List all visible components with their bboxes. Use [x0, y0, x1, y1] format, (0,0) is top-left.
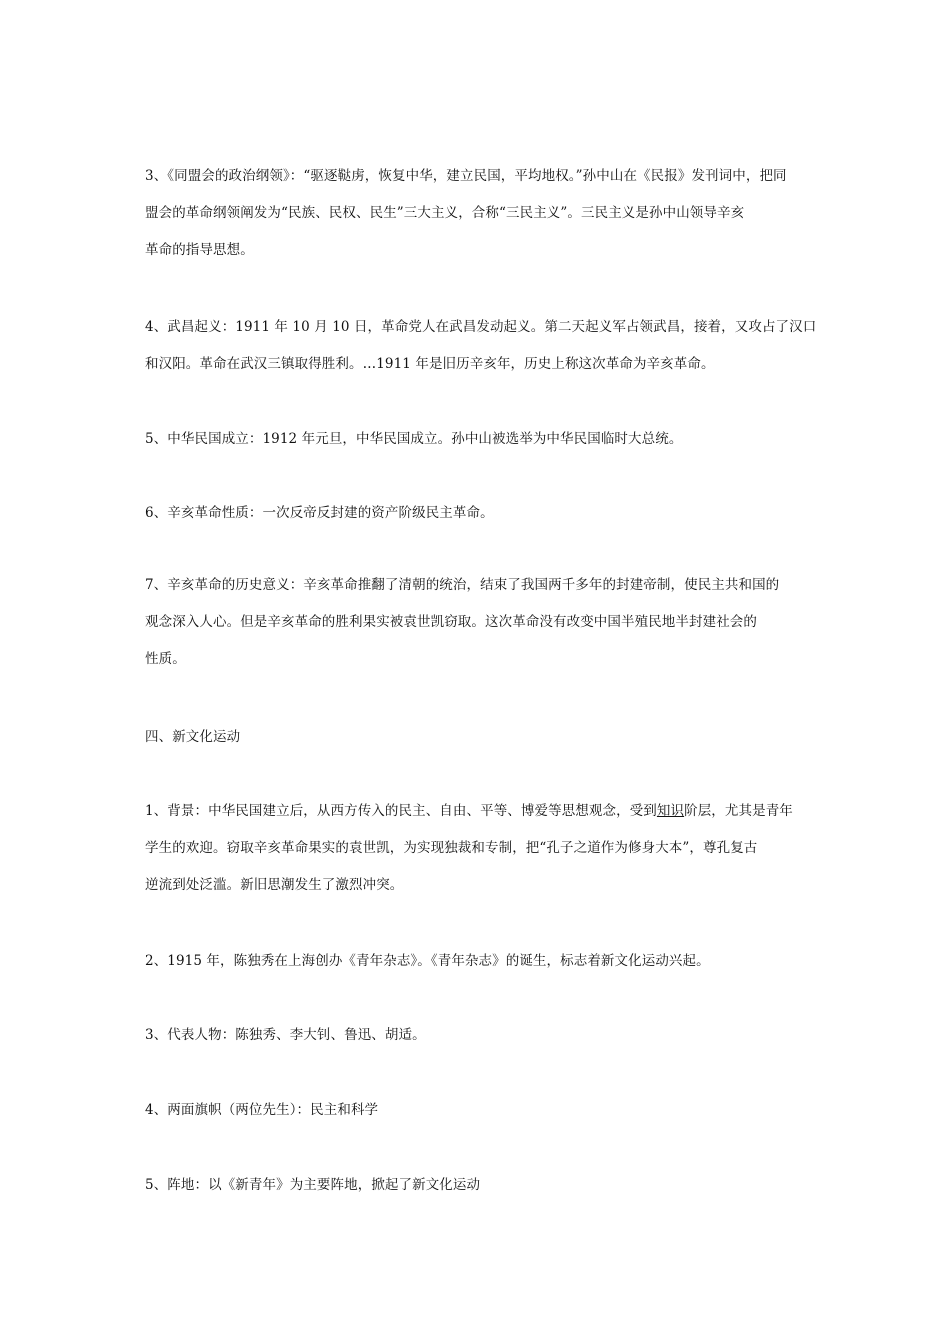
text-line: 5、中华民国成立：1912 年元旦，中华民国成立。孙中山被选举为中华民国临时大总统。	[145, 431, 683, 447]
text-segment: 1、背景：中华民国建立后，从西方传入的民主、自由、平等、博爱等思想观念，受到	[145, 803, 657, 819]
text-line: 7、辛亥革命的历史意义：辛亥革命推翻了清朝的统治，结束了我国两千多年的封建帝制，使民主共和国的	[145, 577, 780, 593]
text-line: 盟会的革命纲领阐发为“民族、民权、民生”三大主义，合称“三民主义”。三民主义是孙中山领导辛亥	[145, 205, 745, 221]
text-line: 3、《同盟会的政治纲领》：“驱逐鞑虏，恢复中华，建立民国，平均地权。”孙中山在《民报》发刊词中，把同	[145, 168, 787, 184]
section-heading	[145, 719, 810, 756]
paragraph-two-banners	[145, 1092, 810, 1129]
text-line: 革命的指导思想。	[145, 242, 254, 258]
paragraph-background	[145, 793, 810, 904]
paragraph-wuchang-uprising	[145, 309, 817, 383]
text-segment: 阶层，尤其是青年	[684, 803, 793, 819]
text-line: 6、辛亥革命性质：一次反帝反封建的资产阶级民主革命。	[145, 505, 494, 521]
paragraph-representatives	[145, 1017, 810, 1054]
text-line: 4、两面旗帜（两位先生）：民主和科学	[145, 1102, 379, 1118]
text-line: 2、1915 年，陈独秀在上海创办《青年杂志》。《青年杂志》的诞生，标志着新文化运动兴起。	[145, 953, 710, 969]
text-line: 和汉阳。革命在武汉三镇取得胜利。…1911 年是旧历辛亥年，历史上称这次革命为辛亥革命。	[145, 356, 715, 372]
text-line: 性质。	[145, 651, 186, 667]
paragraph-revolution-nature	[145, 495, 810, 532]
text-line: 观念深入人心。但是辛亥革命的胜利果实被袁世凯窃取。这次革命没有改变中国半殖民地半封建社会的	[145, 614, 757, 630]
text-line: 学生的欢迎。窃取辛亥革命果实的袁世凯，为实现独裁和专制，把“孔子之道作为修身大本”，尊孔复古	[145, 840, 758, 856]
knowledge-link[interactable]: 知识	[656, 803, 685, 819]
paragraph-tongmenghui-program	[145, 158, 810, 269]
paragraph-new-youth	[145, 943, 810, 980]
paragraph-revolution-significance	[145, 567, 810, 678]
text-line	[145, 793, 810, 830]
paragraph-roc-founded	[145, 421, 810, 458]
text-line: 4、武昌起义：1911 年 10 月 10 日，革命党人在武昌发动起义。第二天起义军占领武昌，接着，又攻占了汉口	[145, 319, 817, 335]
paragraph-position	[145, 1167, 810, 1204]
text-line: 3、代表人物：陈独秀、李大钊、鲁迅、胡适。	[145, 1027, 426, 1043]
text-line: 逆流到处泛滥。新旧思潮发生了激烈冲突。	[145, 877, 404, 893]
text-line: 5、阵地：以《新青年》为主要阵地，掀起了新文化运动	[145, 1177, 481, 1193]
heading-text: 四、新文化运动	[145, 729, 241, 745]
